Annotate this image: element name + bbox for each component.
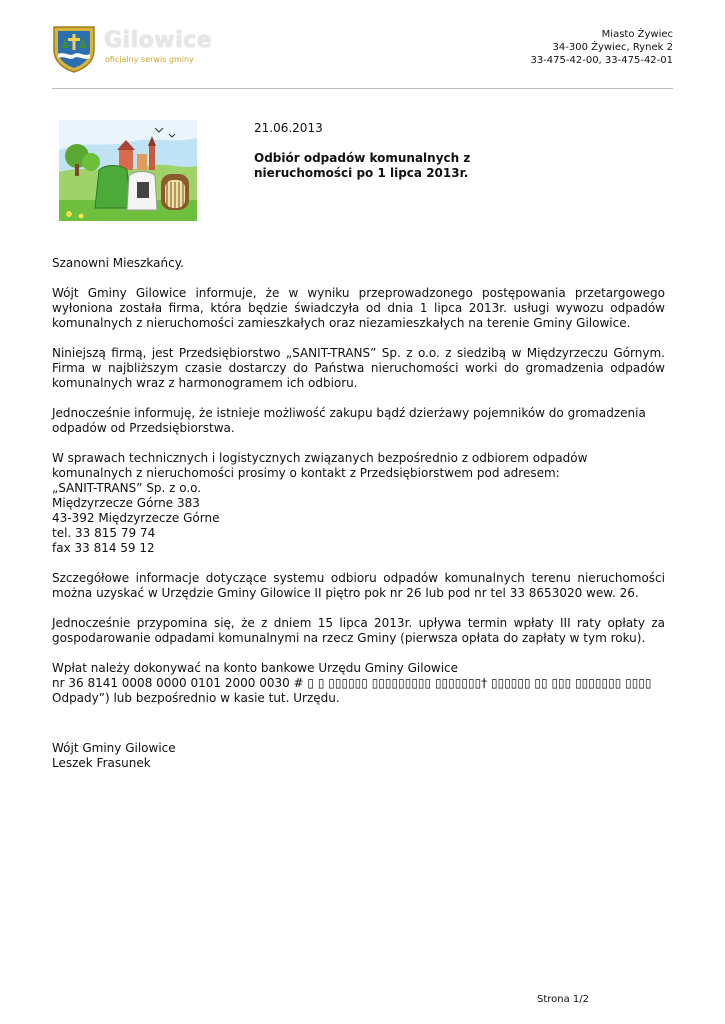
paragraph-contractor: Wójt Gminy Gilowice informuje, że w wyniku przeprowadzonego postępowania przetargowego wyłoniona została firma, która będzie świadczyła od dnia 1 lipca 2013r. usługi wywozu odpadów komunalnych z nieruchomości zamieszkałych oraz niezamieszkałych na terenie Gminy Gilowice. (52, 286, 665, 330)
gilowice-crest-icon (50, 24, 98, 74)
address-line-street: 34-300 Żywiec, Rynek 2 (552, 42, 673, 53)
company-phone: tel. 33 815 79 74 (52, 526, 156, 540)
paragraph-details: Szczegółowe informacje dotyczące systemu odbioru odpadów komunalnych terenu nieruchomości można uzyskać w Urzędzie Gminy Gilowice II piętro pok nr 26 lub pod nr tel 33 8653020 wew. 26. (52, 571, 665, 600)
company-street: Międzyrzecze Górne 383 (52, 496, 200, 510)
article-title: Odbiór odpadów komunalnych z nieruchomości po 1 lipca 2013r. (254, 151, 471, 180)
bank-intro: Wpłat należy dokonywać na konto bankowe Urzędu Gminy Gilowice (52, 661, 459, 675)
paragraph-bank-account (52, 661, 665, 706)
bank-account-number: nr 36 8141 0008 0000 0101 2000 0030 # ▯ ▯ ▯▯▯▯▯▯ ▯▯▯▯▯▯▯▯▯ ▯▯▯▯▯▯▯† ▯▯▯▯▯▯ ▯▯ ▯▯▯ ▯▯▯▯▯▯▯ ▯▯▯▯ (52, 676, 652, 690)
waste-collection-illustration (59, 120, 197, 221)
paragraph-containers: Jednocześnie informuję, że istnieje możliwość zakupu bądź dzierżawy pojemników do gromadzenia odpadów od Przedsiębiorstwa. (52, 406, 646, 435)
site-logo[interactable] (50, 24, 230, 76)
paragraph-payment-deadline: Jednocześnie przypomina się, że z dniem 15 lipca 2013r. upływa termin wpłaty III raty opłaty za gospodarowanie odpadami komunalnymi na rzecz Gminy (pierwsza opłata do zapłaty w tym roku). (52, 616, 665, 645)
header-divider (52, 88, 673, 89)
company-name: „SANIT-TRANS” Sp. z o.o. (52, 481, 202, 495)
signature-title: Wójt Gminy Gilowice (52, 741, 176, 755)
signature-name: Leszek Frasunek (52, 756, 151, 770)
page-number: Strona 1/2 (537, 994, 590, 1005)
signature-block (52, 741, 176, 771)
bank-note: Odpady”) lub bezpośrednio w kasie tut. Urzędu. (52, 691, 340, 705)
paragraph-company: Niniejszą firmą, jest Przedsiębiorstwo „SANIT-TRANS” Sp. z o.o. z siedzibą w Międzyrzeczu Górnym. Firma w najbliższym czasie dostarczy do Państwa nieruchomości worki do gromadzenia odpadów komunalnych wraz z harmonogramem ich odbioru. (52, 346, 665, 390)
article-body (52, 256, 665, 721)
contact-intro: W sprawach technicznych i logistycznych związanych bezpośrednio z odbiorem odpadów komunalnych z nieruchomości prosimy o kontakt z Przedsiębiorstwem pod adresem: (52, 451, 588, 480)
article-date: 21.06.2013 (254, 121, 323, 135)
logo-subtitle: oficjalny serwis gminy (105, 55, 194, 64)
address-line-phone: 33-475-42-00, 33-475-42-01 (530, 55, 673, 66)
greeting: Szanowni Mieszkańcy. (52, 256, 184, 270)
address-line-city: Miasto Żywiec (601, 29, 673, 40)
company-fax: fax 33 814 59 12 (52, 541, 155, 555)
paragraph-contact (52, 451, 665, 556)
logo-title: Gilowice (104, 28, 213, 53)
company-city: 43-392 Międzyrzecze Górne (52, 511, 220, 525)
header-address (530, 28, 673, 67)
